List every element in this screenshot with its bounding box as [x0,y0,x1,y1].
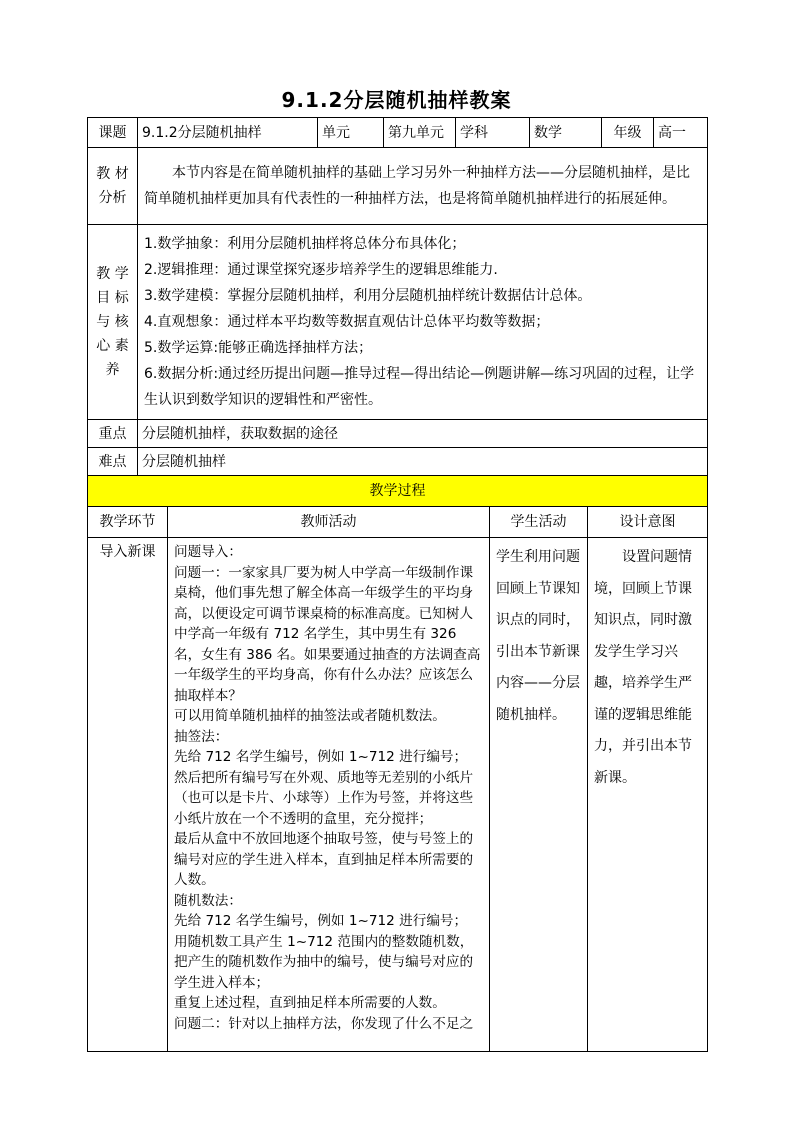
teacher-line: 抽签法： [174,728,229,745]
goals-label-line: 目 标 [96,290,129,306]
teacher-line: 先给 712 名学生编号，例如 1~712 进行编号； [174,913,468,929]
stage-column-header: 教学环节 [88,507,168,538]
key-point-label: 重点 [88,420,138,448]
teacher-line: 最后从盒中不放回地逐个抽取号签，使与号签上的编号对应的学生进入样本，直到抽足样本所需要的人数。 [174,831,474,888]
analysis-label [88,148,138,225]
key-point-text: 分层随机抽样，获取数据的途径 [138,420,708,448]
goals-label-line: 心 素 [96,338,129,354]
goals-label [88,225,138,420]
teacher-line: 问题导入： [174,544,242,560]
student-activity: 学生利用问题回顾上节课知识点的同时，引出本节新课内容——分层随机抽样。 [490,538,588,1052]
difficult-point-text: 分层随机抽样 [138,448,708,476]
lesson-info-table [87,117,708,476]
teacher-line: 随机数法： [174,892,242,909]
teacher-line: 重复上述过程，直到抽足样本所需要的人数。 [174,995,446,1011]
teaching-process-table [87,475,708,1052]
difficult-point-label: 难点 [88,448,138,476]
analysis-label-line: 分析 [98,190,127,206]
goals-label-line: 与 核 [96,314,129,330]
stage-cell: 导入新课 [88,538,168,1052]
teacher-line: 可以用简单随机抽样的抽签法或者随机数法。 [174,708,446,724]
teacher-line: 问题一：一家家具厂要为树人中学高一年级制作课桌椅，他们事先想了解全体高一年级学生的平均身高，以便设定可调节课桌椅的标准高度。已知树人中学高一年级有 712 名学生，其中男生有 326 名，女生有 386 名。如果要通过抽查的方法调查高一年级学生的平均身高，你有什么办法？应该怎么抽取样本？ [174,564,481,704]
teacher-column-header: 教师活动 [168,507,490,538]
goal-item: 4.直观想象：通过样本平均数等数据直观估计总体平均数等数据； [144,314,550,330]
subject-label: 学科 [456,118,530,148]
topic-label: 课题 [88,118,138,148]
teacher-activity [168,538,490,1052]
goals-label-line: 养 [105,362,120,378]
unit-value: 第九单元 [384,118,456,148]
goal-item: 6.数据分析:通过经历提出问题—推导过程—得出结论—例题讲解—练习巩固的过程，让学生认识到数学知识的逻辑性和严密性。 [144,366,695,408]
goal-item: 2.逻辑推理：通过课堂探究逐步培养学生的逻辑思维能力. [144,262,498,278]
goals-label-line: 教 学 [96,266,129,282]
teacher-line: 先给 712 名学生编号，例如 1~712 进行编号； [174,749,468,765]
grade-value: 高一 [654,118,708,148]
teacher-line: 然后把所有编号写在外观、质地等无差别的小纸片（也可以是卡片、小球等）上作为号签，并将这些小纸片放在一个不透明的盒里，充分搅拌； [174,769,474,827]
unit-label: 单元 [318,118,384,148]
grade-label: 年级 [602,118,654,148]
design-intent: 设置问题情境，回顾上节课知识点，同时激发学生学习兴趣，培养学生严谨的逻辑思维能力，并引出本节新课。 [588,538,708,1052]
goal-item: 5.数学运算:能够正确选择抽样方法； [144,340,373,356]
subject-value: 数学 [530,118,602,148]
analysis-label-line: 教 材 [96,166,129,182]
teacher-line: 用随机数工具产生 1~712 范围内的整数随机数，把产生的随机数作为抽中的编号，使与编号对应的学生进入样本； [174,933,474,991]
topic-value: 9.1.2分层随机抽样 [138,118,318,148]
process-header: 教学过程 [88,476,708,507]
goal-item: 3.数学建模：掌握分层随机抽样，利用分层随机抽样统计数据估计总体。 [144,288,592,304]
intent-column-header: 设计意图 [588,507,708,538]
teacher-line: 问题二：针对以上抽样方法，你发现了什么不足之 [174,1015,474,1032]
goals-list [138,225,708,420]
analysis-text: 本节内容是在简单随机抽样的基础上学习另外一种抽样方法——分层随机抽样，是比简单随机抽样更加具有代表性的一种抽样方法，也是将简单随机抽样进行的拓展延伸。 [138,148,708,225]
student-column-header: 学生活动 [490,507,588,538]
document-title: 9.1.2分层随机抽样教案 [281,88,512,112]
goal-item: 1.数学抽象：利用分层随机抽样将总体分布具体化； [144,236,466,252]
